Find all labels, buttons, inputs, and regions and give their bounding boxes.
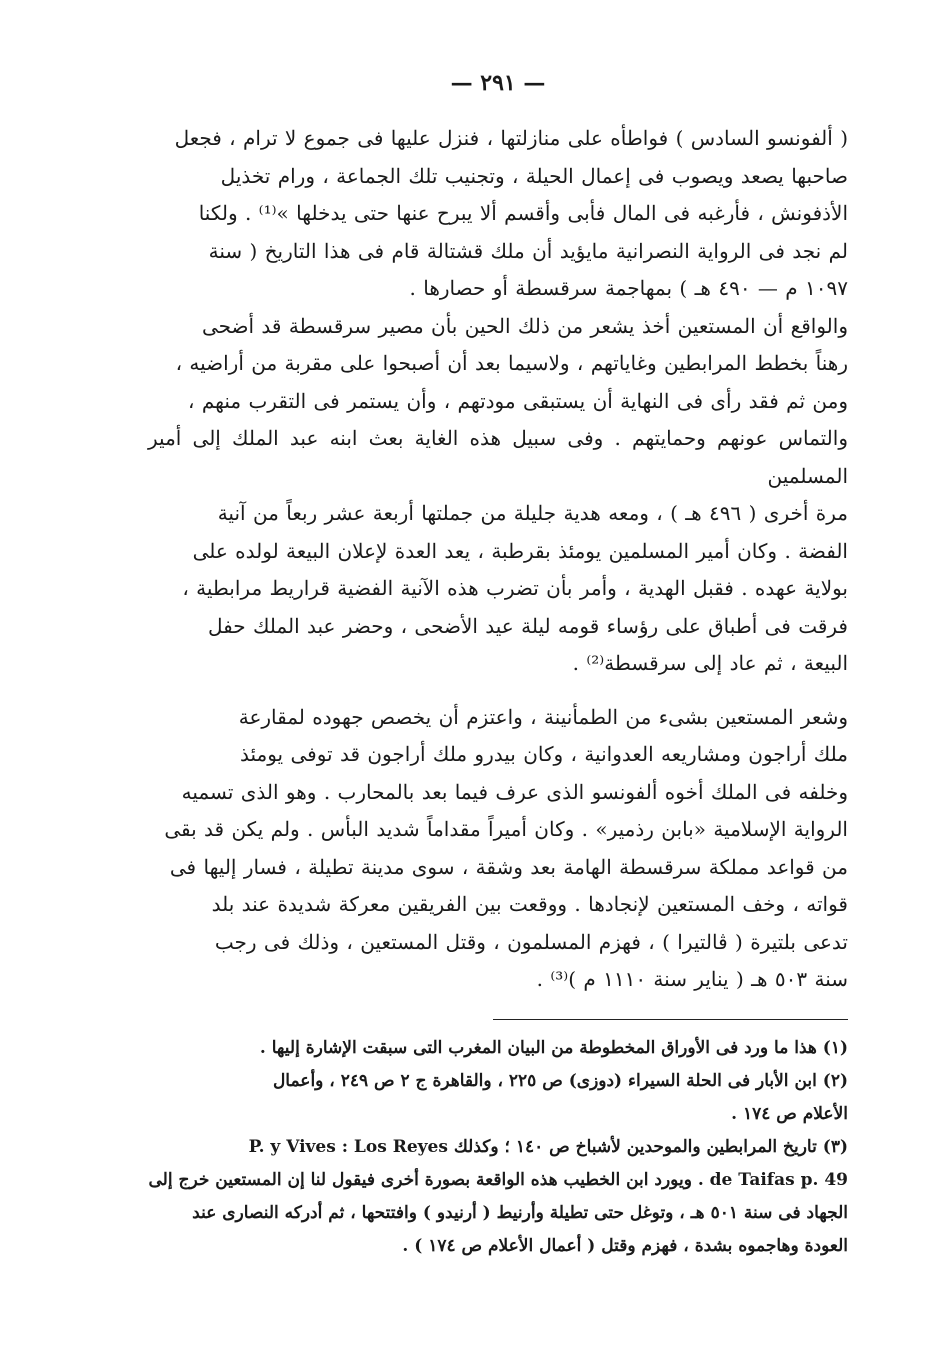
- text-line: لم نجد فى الرواية النصرانية مايؤيد أن ملك قشتالة قام فى هذا التاريخ ( سنة: [208, 238, 848, 263]
- text-line: وشعر المستعين بشىء من الطمأنينة ، واعتزم أن يخصص جهوده لمقارعة: [238, 704, 848, 729]
- text-line: البيعة ، ثم عاد إلى سرقسطة⁽²⁾ .: [572, 651, 848, 675]
- text-line: الفضة . وكان أمير المسلمين يومئذ بقرطبة ، يعد العدة لإعلان البيعة لولده على: [192, 538, 848, 563]
- footnote-line: العودة وهاجموه بشدة ، فهزم وقتل ( أعمال الأعلام ص ١٧٤ ) .: [402, 1235, 848, 1256]
- text-line: والتماس عونهم وحمايتهم . وفى سبيل هذه الغاية بعث ابنه عبد الملك إلى أمير المسلمين: [148, 426, 848, 488]
- footnote-line: (٣) تاريخ المرابطين والموحدين لأشباخ ص ١٤٠ ؛ وكذلك P. y Vives : Los Reyes: [248, 1136, 848, 1157]
- footnote-1: [148, 1032, 848, 1065]
- footnote-line: الجهاد فى سنة ٥٠١ هـ ، وتوغل حتى تطيلة وأرنيط ( أرنيدو ) وافتتحها ، ثم أدركه النصارى عند: [192, 1202, 848, 1223]
- text-line: ومن ثم فقد رأى فى النهاية أن يستبقى مودتهم ، وأن يستمر فى التقرب منهم ،: [188, 388, 848, 413]
- footnote-line: (١) هذا ما ورد فى الأوراق المخطوطة من البيان المغرب التى سبقت الإشارة إليها .: [259, 1037, 848, 1058]
- footnote-3: [148, 1131, 848, 1263]
- paragraph-1: [148, 120, 848, 308]
- text-line: فرقت فى أطباق على رؤساء قومه ليلة عيد الأضحى ، وحضر عبد الملك حفل: [207, 613, 848, 638]
- text-line: وخلفه فى الملك أخوه ألفونسو الذى عرف فيما بعد بالمحارب . وهو الذى تسميه: [181, 779, 848, 804]
- text-line: قواته ، وخف المستعين لإنجادها . ووقعت بين الفريقين معركة شديدة عند بلد: [211, 892, 848, 916]
- text-line: رهناً بخطط المرابطين وغاياتهم ، ولاسيما بعد أن أصبحوا على مقربة من أراضيه ،: [175, 351, 848, 375]
- text-line: ١٠٩٧ م — ٤٩٠ هـ ) بمهاجمة سرقسطة أو حصارها .: [409, 276, 848, 300]
- text-line: من قواعد مملكة سرقسطة الهامة بعد وشقة ، سوى مدينة تطيلة ، فسار إليها فى: [169, 854, 848, 879]
- text-line: مرة أخرى ( ٤٩٦ هـ ) ، ومعه هدية جليلة من جملتها أربعة عشر ربعاً من آنية: [217, 501, 848, 525]
- text-line: بولاية عهده . فقبل الهدية ، وأمر بأن تضرب هذه الآنية الفضية قراريط مرابطية ،: [182, 576, 848, 600]
- text-line: والواقع أن المستعين أخذ يشعر من ذلك الحين بأن مصير سرقسطة قد أضحى: [201, 313, 848, 338]
- text-line: صاحبها يصعد ويصوب فى إعمال الحيلة ، وتجنيب تلك الجماعة ، ورام تخذيل: [220, 163, 848, 188]
- footnote-line: الأعلام ص ١٧٤ .: [731, 1103, 848, 1124]
- text-line: سنة ٥٠٣ هـ ( يناير سنة ١١١٠ م )⁽³⁾ .: [536, 967, 848, 991]
- footnotes: [148, 1032, 848, 1263]
- footnote-2: [148, 1065, 848, 1131]
- paragraph-spacer: [148, 683, 848, 699]
- paragraph-3: [148, 699, 848, 999]
- page-number: — ٢٩١ —: [450, 70, 546, 96]
- text-line: الأذفونش ، فأرغبه فى المال فأبى وأقسم ألا يبرح عنها حتى يدخلها »⁽¹⁾ . ولكنا: [198, 201, 848, 225]
- text-line: تدعى بلتيرة ( ڤالتيرا ) ، فهزم المسلمون ، وقتل المستعين ، وذلك فى رجب: [214, 929, 848, 954]
- text-line: الرواية الإسلامية «بابن رذمير» . وكان أميراً مقداماً شديد البأس . ولم يكن قد بقى: [164, 817, 848, 841]
- footnote-divider: [493, 1019, 848, 1020]
- text-line: ( ألفونسو السادس ) فواطأه على منازلتها ، فنزل عليها فى جموع لا ترام ، فجعل: [174, 126, 848, 150]
- paragraph-2: [148, 308, 848, 683]
- text-line: ملك أراجون ومشاريعه العدوانية ، وكان بيدرو ملك أراجون قد توفى يومئذ: [239, 742, 848, 766]
- footnote-line: (٢) ابن الأبار فى الحلة السيراء (دوزى) ص ٢٢٥ ، والقاهرة ج ٢ ص ٢٤٩ ، وأعمال: [272, 1070, 848, 1091]
- document-page: [148, 70, 848, 1263]
- footnote-line: de Taifas p. 49 . ويورد ابن الخطيب هذه الواقعة بصورة أخرى فيقول لنا إن المستعين خرج إلى: [148, 1169, 848, 1190]
